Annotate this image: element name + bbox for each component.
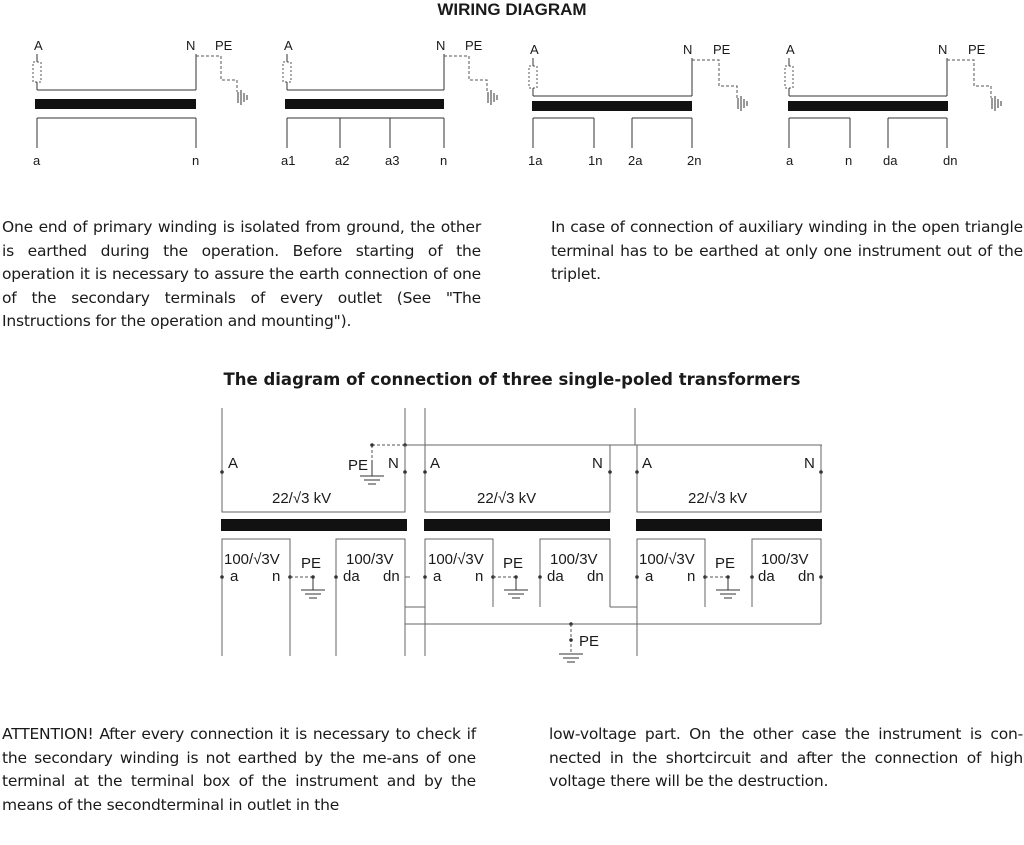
secondary-voltage: 100/√3V xyxy=(428,551,484,568)
core-bar xyxy=(424,519,610,531)
primary-voltage: 22/√3 kV xyxy=(272,490,332,507)
terminal-a: a xyxy=(645,568,654,585)
ground-icon xyxy=(992,96,1001,111)
earth-label: PE xyxy=(215,38,233,53)
earth-label: PE xyxy=(715,555,736,572)
earth-label: PE xyxy=(713,42,731,57)
terminal-dn: dn xyxy=(383,568,400,585)
terminal-n: n xyxy=(272,568,281,585)
text-auxiliary-winding: In case of connection of auxiliary winding in the open triangle terminal has to be earthed at only one instrument out of the triplet. xyxy=(551,218,1023,283)
terminal-label: a xyxy=(33,153,41,168)
terminal-a: a xyxy=(433,568,442,585)
terminal-A: A xyxy=(642,455,653,472)
earth-label: PE xyxy=(503,555,524,572)
common-earth-label: PE xyxy=(579,633,600,650)
aux-voltage: 100/3V xyxy=(550,551,598,568)
terminal-label: dn xyxy=(943,153,958,168)
earth-wire xyxy=(947,60,991,98)
ground-icon xyxy=(738,96,747,111)
terminal-label: a1 xyxy=(281,153,296,168)
fuse xyxy=(529,66,537,88)
terminal-da: da xyxy=(343,568,360,585)
terminal-N: N xyxy=(804,455,815,472)
ground-icon xyxy=(360,476,384,484)
terminal-label: da xyxy=(883,153,898,168)
fuse xyxy=(785,66,793,88)
terminal-N: N xyxy=(388,455,399,472)
terminal-label: 1n xyxy=(588,153,603,168)
terminal-A: A xyxy=(284,38,293,53)
terminal-N: N xyxy=(683,42,693,57)
primary-earth-label: PE xyxy=(348,457,369,474)
core-bar xyxy=(636,519,822,531)
ground-icon xyxy=(716,590,740,598)
text-low-voltage: low-voltage part. On the other case the instrument is con-nected in the shortcircuit and after the connection of high voltage there will be the destruction. xyxy=(549,725,1023,790)
fuse xyxy=(33,62,41,82)
terminal-label: a3 xyxy=(385,153,400,168)
ground-icon xyxy=(504,590,528,598)
core-bar xyxy=(532,101,692,111)
wiring-diagram-3 xyxy=(524,28,756,178)
secondary-voltage: 100/√3V xyxy=(224,551,280,568)
earth-wire xyxy=(196,56,237,92)
terminal-da: da xyxy=(547,568,564,585)
terminal-N: N xyxy=(436,38,446,53)
terminal-label: 1a xyxy=(528,153,543,168)
terminal-N: N xyxy=(938,42,948,57)
terminal-dn: dn xyxy=(587,568,604,585)
text-primary-winding: One end of primary winding is isolated from ground, the other is earthed during the operation. Before starting of the operation it is necessary to assure the earth connection of one of the secondary terminals of every outlet (See "The Instructions for the operation and mounting"). xyxy=(2,218,481,330)
earth-wire xyxy=(692,60,737,98)
wiring-diagram-1 xyxy=(28,28,260,178)
earth-label: PE xyxy=(301,555,322,572)
connection-diagram xyxy=(200,400,840,670)
terminal-N: N xyxy=(186,38,196,53)
earth-label: PE xyxy=(465,38,483,53)
ground-icon xyxy=(488,90,497,105)
terminal-A: A xyxy=(530,42,539,57)
fuse xyxy=(283,62,291,82)
core-bar xyxy=(285,99,444,109)
core-bar xyxy=(788,101,948,111)
ground-icon xyxy=(301,590,325,598)
terminal-A: A xyxy=(786,42,795,57)
terminal-label: n xyxy=(845,153,853,168)
ground-icon xyxy=(238,90,247,105)
connection-diagram-title: The diagram of connection of three single-poled transformers xyxy=(223,370,801,389)
text-attention: ATTENTION! After every connection it is necessary to check if the secondary winding is not earthed by the me-ans of one terminal at the terminal box of the instrument and by the means of the secondterminal in outlet in the xyxy=(2,725,476,814)
wiring-diagram-4 xyxy=(780,28,1012,178)
primary-voltage: 22/√3 kV xyxy=(688,490,748,507)
terminal-label: 2n xyxy=(687,153,702,168)
terminal-da: da xyxy=(758,568,775,585)
core-bar xyxy=(221,519,407,531)
earth-wire xyxy=(444,56,487,92)
terminal-label: n xyxy=(440,153,448,168)
terminal-A: A xyxy=(430,455,441,472)
terminal-N: N xyxy=(592,455,603,472)
terminal-n: n xyxy=(475,568,484,585)
terminal-label: n xyxy=(192,153,200,168)
terminal-n: n xyxy=(687,568,696,585)
terminal-A: A xyxy=(34,38,43,53)
ground-icon xyxy=(559,654,583,662)
terminal-label: 2a xyxy=(628,153,643,168)
terminal-label: a xyxy=(786,153,794,168)
aux-voltage: 100/3V xyxy=(761,551,809,568)
terminal-dn: dn xyxy=(798,568,815,585)
wiring-diagram-2 xyxy=(278,28,510,178)
terminal-label: a2 xyxy=(335,153,350,168)
core-bar xyxy=(35,99,196,109)
page-title: WIRING DIAGRAM xyxy=(437,0,587,19)
aux-voltage: 100/3V xyxy=(346,551,394,568)
secondary-voltage: 100/√3V xyxy=(639,551,695,568)
earth-label: PE xyxy=(968,42,986,57)
terminal-A: A xyxy=(228,455,239,472)
terminal-a: a xyxy=(230,568,239,585)
primary-voltage: 22/√3 kV xyxy=(477,490,537,507)
